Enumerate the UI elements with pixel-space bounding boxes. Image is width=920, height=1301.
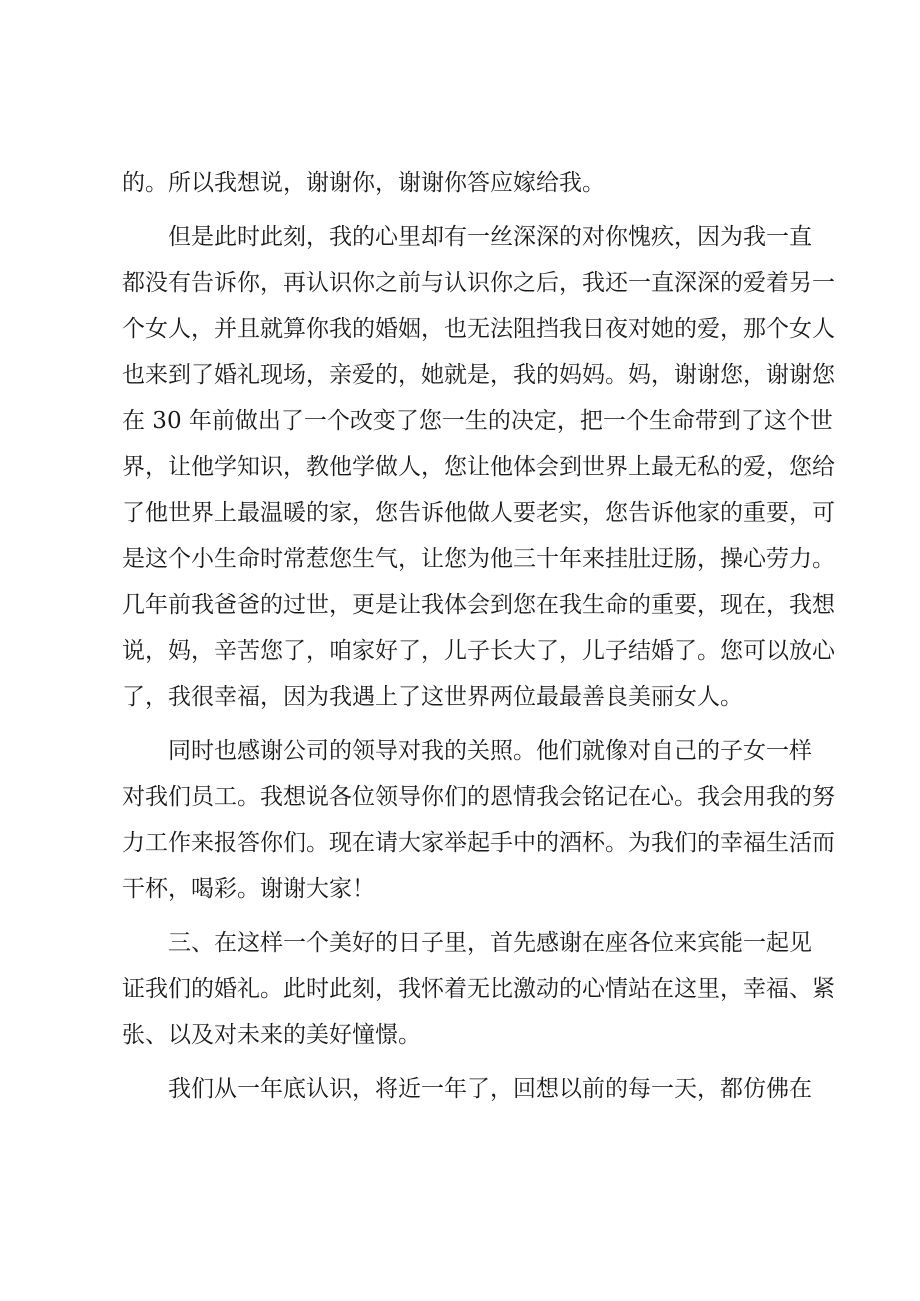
text-line: 几年前我爸爸的过世，更是让我体会到您在我生命的重要，现在，我想 [122,592,835,618]
text-line: 了，我很幸福，因为我遇上了这世界两位最最善良美丽女人。 [122,684,743,710]
text-line: 在 30 年前做出了一个改变了您一生的决定，把一个生命带到了这个世 [122,408,833,434]
text-line: 了他世界上最温暖的家，您告诉他做人要老实，您告诉他家的重要，可 [122,500,835,526]
text-line: 张、以及对未来的美好憧憬。 [122,1022,421,1048]
text-line: 说，妈，辛苦您了，咱家好了，儿子长大了，儿子结婚了。您可以放心 [122,638,835,664]
text-line: 证我们的婚礼。此时此刻，我怀着无比激动的心情站在这里，幸福、紧 [122,976,835,1002]
text-line: 干杯，喝彩。谢谢大家！ [122,876,375,902]
text-line: 力工作来报答你们。现在请大家举起手中的酒杯。为我们的幸福生活而 [122,830,835,856]
text-line: 三、在这样一个美好的日子里，首先感谢在座各位来宾能一起见 [168,930,812,956]
text-line: 是这个小生命时常惹您生气，让您为他三十年来挂肚迂肠，操心劳力。 [122,546,835,572]
text-line: 但是此时此刻，我的心里却有一丝深深的对你愧疚，因为我一直 [168,224,812,250]
text-line: 对我们员工。我想说各位领导你们的恩情我会铭记在心。我会用我的努 [122,784,835,810]
text-line: 的。所以我想说，谢谢你，谢谢你答应嫁给我。 [122,170,605,196]
text-line: 也来到了婚礼现场，亲爱的，她就是，我的妈妈。妈，谢谢您，谢谢您 [122,362,835,388]
text-line: 同时也感谢公司的领导对我的关照。他们就像对自己的子女一样 [168,738,812,764]
text-line: 都没有告诉你，再认识你之前与认识你之后，我还一直深深的爱着另一 [122,270,835,296]
text-line: 界，让他学知识，教他学做人，您让他体会到世界上最无私的爱，您给 [122,454,835,480]
text-line: 个女人，并且就算你我的婚姻，也无法阻挡我日夜对她的爱，那个女人 [122,316,835,342]
text-line: 我们从一年底认识，将近一年了，回想以前的每一天，都仿佛在 [168,1076,812,1102]
